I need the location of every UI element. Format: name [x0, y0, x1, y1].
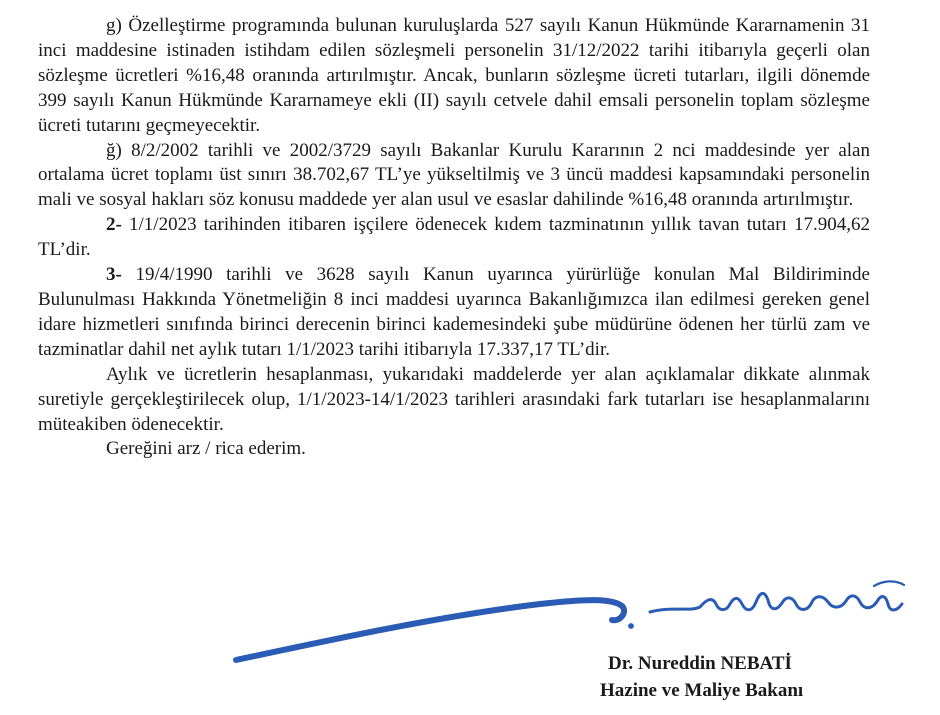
signature-flourish — [650, 593, 902, 612]
item-2-text: 1/1/2023 tarihinden itibaren işçilere ödenecek kıdem tazminatının yıllık tavan tutarı 17.904,62 TL’dir. — [38, 214, 870, 261]
signer-name: Dr. Nureddin NEBATİ — [608, 653, 792, 674]
paragraph-g: g) Özelleştirme programında bulunan kuruluşlarda 527 sayılı Kanun Hükmünde Kararnamenin 31 inci maddesine istinaden istihdam edilen sözleşmeli personelin 31/12/2022 tarihi itibarıyla geçerli olan sözleşme ücretleri %16,48 oranında artırılmıştır. Ancak, bunların sözleşme ücreti tutarları, ilgili dönemde 399 sayılı Kanun Hükmünde Kararnameye ekli (II) sayılı cetvele dahil emsali personelin toplam sözleşme ücreti tutarını geçmeyecektir. — [38, 15, 870, 136]
item-3-text: 19/4/1990 tarihli ve 3628 sayılı Kanun uyarınca yürürlüğe konulan Mal Bildiriminde Bulunulması Hakkında Yönetmeliğin 8 inci maddesi uyarınca Bakanlığımızca ilan edilmesi gereken genel idare hizmetleri sınıfında birinci derecenin birinci kademesindeki şube müdürüne ödenen her türlü zam ve tazminatlar dahil net aylık tutarı 1/1/2023 tarihi itibarıyla 17.337,17 TL’dir. — [38, 264, 870, 360]
paragraph-closing: Gereğini arz / rica ederim. — [106, 438, 306, 460]
signer-block — [600, 650, 860, 704]
signer-title: Hazine ve Maliye Bakanı — [600, 680, 804, 701]
signature-dot — [629, 624, 634, 629]
paragraph-gbreve: ğ) 8/2/2002 tarihli ve 2002/3729 sayılı Bakanlar Kurulu Kararının 2 nci maddesinde yer alan ortalama ücret toplamı üst sınırı 38.702,67 TL’ye yükseltilmiş ve 3 üncü maddesi kapsamındaki personelin mali ve sosyal hakları söz konusu maddede yer alan usul ve esaslar dahilinde %16,48 oranında artırılmıştır. — [38, 139, 870, 211]
paragraph-item-3 — [38, 263, 870, 363]
item-3-number: 3- — [106, 264, 122, 286]
item-2-number: 2- — [106, 214, 122, 236]
signature-tail — [874, 581, 904, 586]
document-body — [38, 14, 870, 462]
signature-main-stroke — [236, 600, 624, 660]
paragraph-calculation: Aylık ve ücretlerin hesaplanması, yukarıdaki maddelerde yer alan açıklamalar dikkate alınmak suretiyle gerçekleştirilecek olup, 1/1/2023-14/1/2023 tarihleri arasındaki fark tutarları ise hesaplanmalarını müteakiben ödenecektir. — [38, 363, 870, 435]
paragraph-item-2 — [38, 213, 870, 263]
